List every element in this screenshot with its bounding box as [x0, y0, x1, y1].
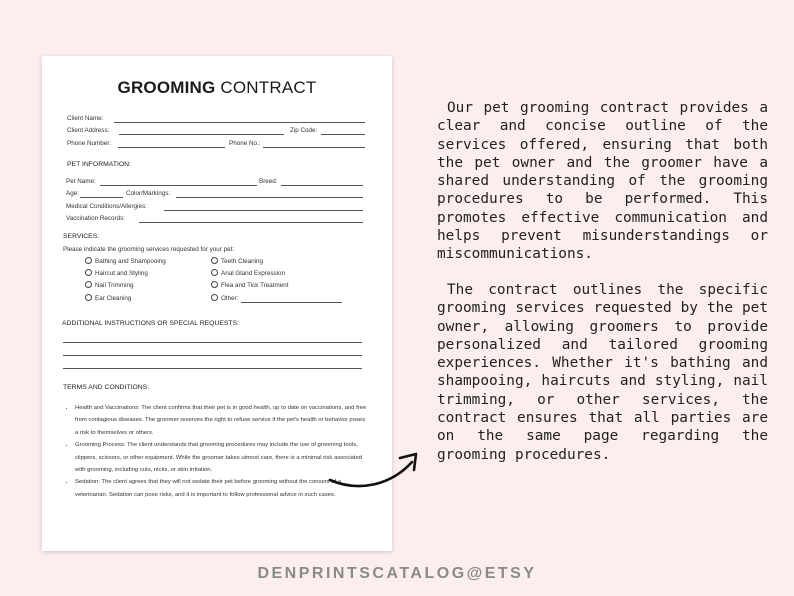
- service-option-label: Flea and Tick Treatment: [221, 282, 289, 290]
- pet-name-label: Pet Name:: [66, 178, 96, 185]
- terms-list: [65, 402, 367, 501]
- service-option-label: Bathing and Shampooing: [95, 258, 166, 266]
- service-option-label: Haircut and Styling: [95, 270, 148, 278]
- footer-shop-name: DENPRINTSCATALOG@ETSY: [257, 565, 537, 582]
- service-option-label: Other:: [221, 295, 239, 303]
- zip-code-line: [321, 134, 365, 135]
- client-address-line: [119, 134, 284, 135]
- phone-number-label: Phone Number:: [67, 140, 112, 147]
- client-name-label: Client Name:: [67, 115, 104, 122]
- radio-icon[interactable]: [85, 294, 92, 301]
- radio-icon[interactable]: [85, 257, 92, 264]
- services-instruction: Please indicate the grooming services requested for your pet:: [63, 246, 235, 253]
- service-option-anal-gland[interactable]: [211, 270, 285, 277]
- description-paragraph-1: Our pet grooming contract provides a clear and concise outline of the services offered, ensuring that both the pet owner and the groomer have a shared understanding of the grooming procedures to be performed. This promotes effective communication and helps prevent misunderstandings or miscommunications.: [437, 100, 768, 263]
- service-option-label: Anal Gland Expression: [221, 270, 286, 278]
- terms-item: • Health and Vaccinations: The client confirms that their pet is in good health, up to date on vaccinations, and free from contagious diseases. The groomer reserves the right to refuse service if the pet's health or behavior poses a risk to themselves or others.: [75, 402, 367, 439]
- service-option-nail-trimming[interactable]: [85, 282, 134, 289]
- curved-arrow-icon: [328, 440, 438, 492]
- age-line: [80, 197, 123, 198]
- instructions-line-1: [63, 342, 362, 343]
- medical-conditions-line: [164, 210, 363, 211]
- radio-icon[interactable]: [85, 281, 92, 288]
- radio-icon[interactable]: [211, 257, 218, 264]
- phone-no-label: Phone No.:: [229, 140, 261, 147]
- terms-heading: TERMS AND CONDITIONS:: [63, 384, 150, 391]
- service-option-label: Ear Cleaning: [95, 295, 132, 303]
- zip-code-label: Zip Code:: [290, 127, 318, 134]
- title-rest: CONTRACT: [220, 78, 317, 97]
- service-option-label: Teeth Cleaning: [221, 258, 264, 266]
- terms-item: • Grooming Process: The client understands that grooming procedures may include the use of grooming tools, clippers, scissors, or other equipment. While the groomer takes utmost care, there is a minimal risk associated with grooming, including cuts, nicks, or skin irritation.: [75, 439, 367, 476]
- phone-number-line: [118, 147, 225, 148]
- color-markings-line: [176, 197, 363, 198]
- radio-icon[interactable]: [211, 269, 218, 276]
- pet-information-heading: PET INFORMATION:: [67, 161, 131, 168]
- color-markings-label: Color/Markings:: [126, 190, 171, 197]
- service-option-teeth-cleaning[interactable]: [211, 258, 263, 265]
- medical-conditions-label: Medical Conditions/Allergies:: [66, 203, 147, 210]
- service-option-ear-cleaning[interactable]: [85, 295, 131, 302]
- instructions-line-2: [63, 355, 362, 356]
- additional-instructions-heading: ADDITIONAL INSTRUCTIONS OR SPECIAL REQUESTS:: [62, 320, 239, 327]
- radio-icon[interactable]: [211, 294, 218, 301]
- services-heading: SERVICES:: [63, 233, 100, 240]
- service-option-other[interactable]: [211, 295, 239, 302]
- service-option-bathing[interactable]: [85, 258, 166, 265]
- pet-name-line: [100, 185, 257, 186]
- instructions-line-3: [63, 368, 362, 369]
- vaccination-records-label: Vaccination Records:: [66, 215, 126, 222]
- radio-icon[interactable]: [85, 269, 92, 276]
- description-paragraph-2: The contract outlines the specific grooming services requested by the pet owner, allowing groomers to provide personalized and tailored grooming experiences. Whether it's bathing and shampooing, haircuts and styling, nail trimming, or other services, the contract ensures that all parties are on the same page regarding the grooming procedures.: [437, 282, 768, 463]
- age-label: Age:: [66, 190, 79, 197]
- service-option-label: Nail Trimming: [95, 282, 134, 290]
- service-option-haircut[interactable]: [85, 270, 148, 277]
- radio-icon[interactable]: [211, 281, 218, 288]
- client-address-label: Client Address:: [67, 127, 110, 134]
- breed-line: [281, 185, 363, 186]
- breed-label: Breed:: [259, 178, 278, 185]
- service-option-flea-tick[interactable]: [211, 282, 289, 289]
- other-service-line: [241, 302, 342, 303]
- contract-title: [42, 78, 392, 98]
- phone-no-line: [263, 147, 365, 148]
- vaccination-records-line: [139, 222, 363, 223]
- terms-item: • Sedation: The client agrees that they will not sedate their pet before grooming without the consent of a veterinarian. Sedation can pose risks, and it is important to follow professional advice in such cases.: [75, 476, 367, 501]
- title-bold: GROOMING: [117, 78, 216, 97]
- client-name-line: [114, 122, 365, 123]
